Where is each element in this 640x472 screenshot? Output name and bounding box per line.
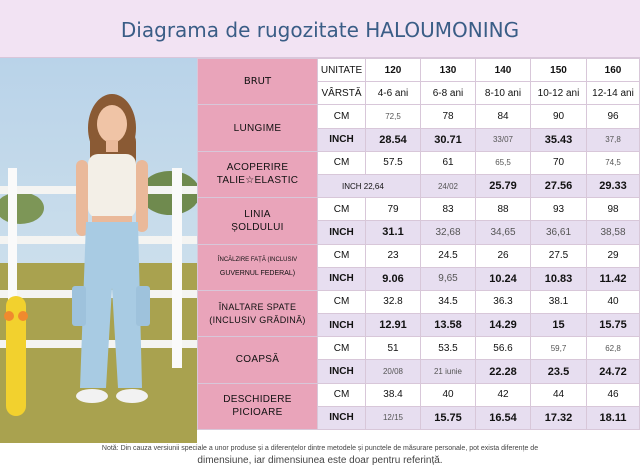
size-header: 140: [476, 59, 531, 82]
product-photo: [0, 58, 197, 443]
cell-value: 27.5: [531, 244, 587, 267]
cell-value: 16.54: [476, 406, 531, 429]
cell-value: 31.1: [366, 221, 421, 244]
cell-value: 22.28: [476, 360, 531, 383]
cell-value: 10.24: [476, 267, 531, 290]
age-header: 6-8 ani: [421, 82, 476, 105]
measure-name: ACOPERIRE TALIE☆ELASTIC: [198, 151, 318, 197]
measure-name: DESCHIDERE PICIOARE: [198, 383, 318, 429]
cell-value: 18.11: [587, 406, 640, 429]
measure-name: LUNGIME: [198, 105, 318, 151]
age-header: 4-6 ani: [366, 82, 421, 105]
cell-value: 9.06: [366, 267, 421, 290]
footnote: [0, 444, 640, 467]
table-row: [198, 151, 640, 174]
cell-value: 79: [366, 198, 421, 221]
size-header: 130: [421, 59, 476, 82]
cell-value: 74,5: [587, 151, 640, 174]
unit-cm: CM: [318, 151, 366, 174]
table-row: [198, 198, 640, 221]
cell-value: 59,7: [531, 337, 587, 360]
header-sizes-row: [198, 59, 640, 82]
chart-title: Diagrama de rugozitate HALOUMONING: [120, 18, 520, 42]
cell-value: 53.5: [421, 337, 476, 360]
cell-value: 65,5: [476, 151, 531, 174]
cell-value: 70: [531, 151, 587, 174]
measure-name: COAPSĂ: [198, 337, 318, 383]
unit-inch: INCH: [318, 314, 366, 337]
size-header: 120: [366, 59, 421, 82]
cell-value: 38.1: [531, 290, 587, 313]
cell-value: 17.32: [531, 406, 587, 429]
cell-value: 35.43: [531, 128, 587, 151]
cell-value: 56.6: [476, 337, 531, 360]
footnote-line-2: dimensiune, iar dimensiunea este doar pentru referință.: [197, 455, 443, 466]
cell-value: 62,8: [587, 337, 640, 360]
table-row: [198, 337, 640, 360]
unit-cm: CM: [318, 105, 366, 128]
cell-value: 28.54: [366, 128, 421, 151]
cell-value: 83: [421, 198, 476, 221]
unit-label: UNITATE: [318, 59, 366, 82]
unit-cm: CM: [318, 198, 366, 221]
table-row: [198, 244, 640, 267]
cell-value: 24.72: [587, 360, 640, 383]
cell-value: 40: [587, 290, 640, 313]
cell-value: 26: [476, 244, 531, 267]
measure-name: ÎNCĂLZIRE FAȚĂ (INCLUSIV GUVERNUL FEDERAL): [198, 244, 318, 290]
cell-value: 72,5: [366, 105, 421, 128]
cell-value: 32,68: [421, 221, 476, 244]
unit-inch: INCH: [318, 221, 366, 244]
model-illustration: [0, 58, 197, 443]
unit-cm: CM: [318, 290, 366, 313]
cell-value: 15: [531, 314, 587, 337]
cell-value: 36.3: [476, 290, 531, 313]
table-row: [198, 290, 640, 313]
cell-value: 15.75: [587, 314, 640, 337]
cell-value: 61: [421, 151, 476, 174]
cell-value: 93: [531, 198, 587, 221]
cell-value: 42: [476, 383, 531, 406]
cell-value: 98: [587, 198, 640, 221]
unit-cm: CM: [318, 337, 366, 360]
unit-inch: INCH: [318, 128, 366, 151]
cell-value: 14.29: [476, 314, 531, 337]
cell-value: 78: [421, 105, 476, 128]
cell-value: 34.5: [421, 290, 476, 313]
cell-value: 40: [421, 383, 476, 406]
cell-value: 25.79: [476, 174, 531, 197]
unit-cm: CM: [318, 244, 366, 267]
age-header: 10-12 ani: [531, 82, 587, 105]
cell-value-merged: INCH 22,64: [318, 174, 421, 197]
cell-value: 21 iunie: [421, 360, 476, 383]
cell-value: 29.33: [587, 174, 640, 197]
cell-value: 24/02: [421, 174, 476, 197]
cell-value: 38,58: [587, 221, 640, 244]
size-header: 150: [531, 59, 587, 82]
cell-value: 44: [531, 383, 587, 406]
size-header: 160: [587, 59, 640, 82]
cell-value: 23: [366, 244, 421, 267]
cell-value: 96: [587, 105, 640, 128]
cell-value: 9,65: [421, 267, 476, 290]
unit-inch: INCH: [318, 360, 366, 383]
footnote-line-1: Notă: Din cauza versiunii speciale a unor produse și a diferențelor dintre metodele și punctele de măsurare personale, pot exista diferențe de: [101, 445, 539, 452]
measure-name: ÎNALTARE SPATE (INCLUSIV GRĂDINĂ): [198, 290, 318, 336]
unit-cm: CM: [318, 383, 366, 406]
cell-value: 57.5: [366, 151, 421, 174]
cell-value: 88: [476, 198, 531, 221]
cell-value: 46: [587, 383, 640, 406]
title-bar: [0, 0, 640, 58]
age-header: 8-10 ani: [476, 82, 531, 105]
cell-value: 34,65: [476, 221, 531, 244]
cell-value: 51: [366, 337, 421, 360]
table-row: [198, 383, 640, 406]
cell-value: 15.75: [421, 406, 476, 429]
age-header: 12-14 ani: [587, 82, 640, 105]
age-label: VÂRSTĂ: [318, 82, 366, 105]
cell-value: 27.56: [531, 174, 587, 197]
cell-value: 12.91: [366, 314, 421, 337]
cell-value: 24.5: [421, 244, 476, 267]
cell-value: 13.58: [421, 314, 476, 337]
cell-value: 23.5: [531, 360, 587, 383]
cell-value: 37,8: [587, 128, 640, 151]
cell-value: 11.42: [587, 267, 640, 290]
cell-value: 12/15: [366, 406, 421, 429]
cell-value: 32.8: [366, 290, 421, 313]
measure-name: LINIA ȘOLDULUI: [198, 198, 318, 244]
size-chart-table: [197, 58, 640, 430]
brut-label: BRUT: [198, 59, 318, 105]
cell-value: 29: [587, 244, 640, 267]
table-row: [198, 105, 640, 128]
cell-value: 30.71: [421, 128, 476, 151]
cell-value: 90: [531, 105, 587, 128]
cell-value: 20/08: [366, 360, 421, 383]
cell-value: 38.4: [366, 383, 421, 406]
cell-value: 84: [476, 105, 531, 128]
cell-value: 36,61: [531, 221, 587, 244]
unit-inch: INCH: [318, 406, 366, 429]
unit-inch: INCH: [318, 267, 366, 290]
cell-value: 10.83: [531, 267, 587, 290]
cell-value: 33/07: [476, 128, 531, 151]
